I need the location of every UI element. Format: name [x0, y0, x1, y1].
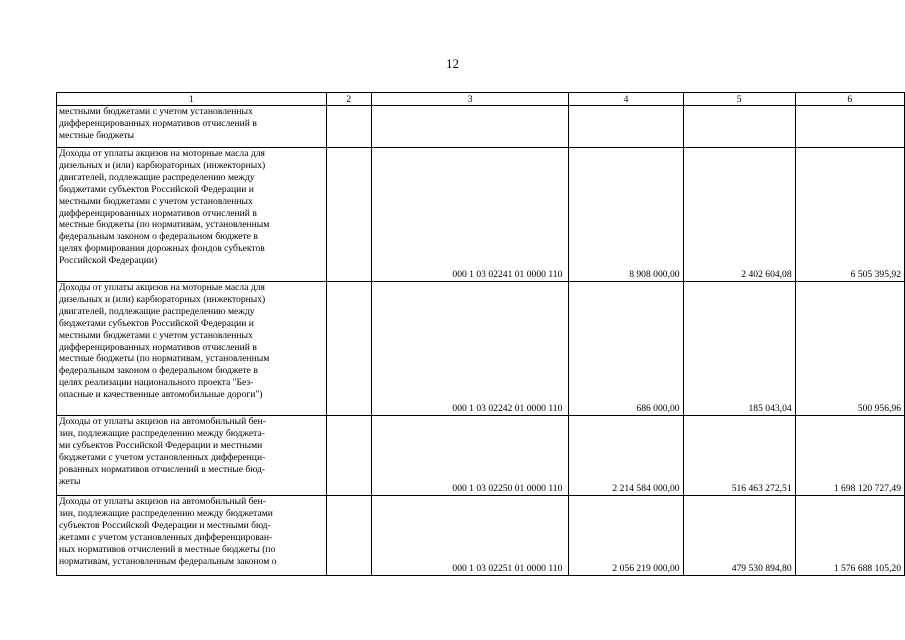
- executed-amount: 185 043,04: [683, 282, 795, 416]
- description-line: Доходы от уплаты акцизов на автомобильный бен-: [59, 416, 266, 427]
- executed-amount: [683, 106, 795, 148]
- description-line: целях реализации национального проекта "Без-: [59, 377, 254, 389]
- revenue-description: [57, 416, 327, 496]
- description-line: зин, подлежащие распределению между бюджетами: [59, 507, 273, 519]
- approved-amount: 2 214 584 000,00: [569, 416, 683, 496]
- unexecuted-amount: 1 698 120 727,49: [795, 416, 904, 496]
- approved-amount: 2 056 219 000,00: [569, 496, 683, 576]
- column-header-2: 2: [326, 93, 371, 106]
- description-line: дизельных и (или) карбюраторных (инжекторных): [59, 293, 266, 305]
- description-line: местными бюджетами с учетом установленных: [59, 195, 253, 207]
- column-header-3: 3: [371, 93, 568, 106]
- description-line: нормативам, установленным федеральным законом о: [59, 555, 277, 567]
- description-line: ми субъектов Российской Федерации и местными: [59, 439, 263, 451]
- description-line: Российской Федерации): [59, 255, 158, 267]
- description-line: бюджетами субъектов Российской Федерации и: [59, 317, 254, 329]
- description-line: бюджетами с учетом установленных дифференци-: [59, 451, 266, 463]
- description-line: двигателей, подлежащие распределению между: [59, 305, 255, 317]
- revenue-description: [57, 106, 327, 148]
- revenue-description: [57, 282, 327, 416]
- unexecuted-amount: 6 505 395,92: [795, 148, 904, 282]
- description-line: целях формирования дорожных фондов субъектов: [59, 243, 265, 255]
- column-header-5: 5: [683, 93, 795, 106]
- description-line: Доходы от уплаты акцизов на моторные масла для: [59, 282, 265, 293]
- description-line: местные бюджеты (по нормативам, установленным: [59, 219, 270, 231]
- description-line: дифференцированных нормативов отчислений в: [59, 341, 257, 353]
- column-2-cell: [326, 106, 371, 148]
- description-line: жетами с учетом установленных дифференцирован-: [59, 531, 273, 543]
- unexecuted-amount: 1 576 688 105,20: [795, 496, 904, 576]
- budget-classification-code: 000 1 03 02251 01 0000 110: [371, 496, 568, 576]
- description-line: федеральным законом о федеральном бюджете в: [59, 365, 258, 377]
- budget-classification-code: [371, 106, 568, 148]
- budget-classification-code: 000 1 03 02241 01 0000 110: [371, 148, 568, 282]
- description-line: дифференцированных нормативов отчислений в: [59, 207, 257, 219]
- revenue-table: [56, 92, 905, 576]
- description-line: субъектов Российской Федерации и местными бюд-: [59, 519, 271, 531]
- column-2-cell: [326, 496, 371, 576]
- page-number: 12: [446, 56, 459, 71]
- executed-amount: 2 402 604,08: [683, 148, 795, 282]
- description-line: местными бюджетами с учетом установленных: [59, 329, 253, 341]
- column-header-1: 1: [57, 93, 327, 106]
- description-line: бюджетами субъектов Российской Федерации и: [59, 183, 254, 195]
- executed-amount: 516 463 272,51: [683, 416, 795, 496]
- column-header-4: 4: [569, 93, 683, 106]
- description-line: рованных нормативов отчислений в местные бюд-: [59, 463, 266, 475]
- budget-classification-code: 000 1 03 02250 01 0000 110: [371, 416, 568, 496]
- description-line: ных нормативов отчислений в местные бюджеты (по: [59, 543, 276, 555]
- description-line: местными бюджетами с учетом установленных: [59, 106, 253, 117]
- description-line: местные бюджеты (по нормативам, установленным: [59, 353, 270, 365]
- description-line: местные бюджеты: [59, 129, 135, 141]
- description-line: дифференцированных нормативов отчислений в: [59, 117, 257, 129]
- table-row: [57, 282, 905, 416]
- revenue-description: [57, 148, 327, 282]
- unexecuted-amount: [795, 106, 904, 148]
- approved-amount: [569, 106, 683, 148]
- column-2-cell: [326, 282, 371, 416]
- revenue-description: [57, 496, 327, 576]
- table-row: [57, 416, 905, 496]
- description-line: Доходы от уплаты акцизов на моторные масла для: [59, 148, 265, 159]
- approved-amount: 8 908 000,00: [569, 148, 683, 282]
- description-line: Доходы от уплаты акцизов на автомобильный бен-: [59, 496, 266, 507]
- column-2-cell: [326, 148, 371, 282]
- table-row: [57, 496, 905, 576]
- column-2-cell: [326, 416, 371, 496]
- table-row: [57, 148, 905, 282]
- unexecuted-amount: 500 956,96: [795, 282, 904, 416]
- description-line: опасные и качественные автомобильные дороги"): [59, 389, 263, 401]
- executed-amount: 479 530 894,80: [683, 496, 795, 576]
- description-line: зин, подлежащие распределению между бюджета-: [59, 427, 265, 439]
- table-row: [57, 106, 905, 148]
- description-line: дизельных и (или) карбюраторных (инжекторных): [59, 159, 266, 171]
- budget-classification-code: 000 1 03 02242 01 0000 110: [371, 282, 568, 416]
- column-header-6: 6: [795, 93, 904, 106]
- description-line: федеральным законом о федеральном бюджете в: [59, 231, 258, 243]
- description-line: жеты: [59, 475, 81, 487]
- description-line: двигателей, подлежащие распределению между: [59, 171, 255, 183]
- approved-amount: 686 000,00: [569, 282, 683, 416]
- table-header-row: [57, 93, 905, 106]
